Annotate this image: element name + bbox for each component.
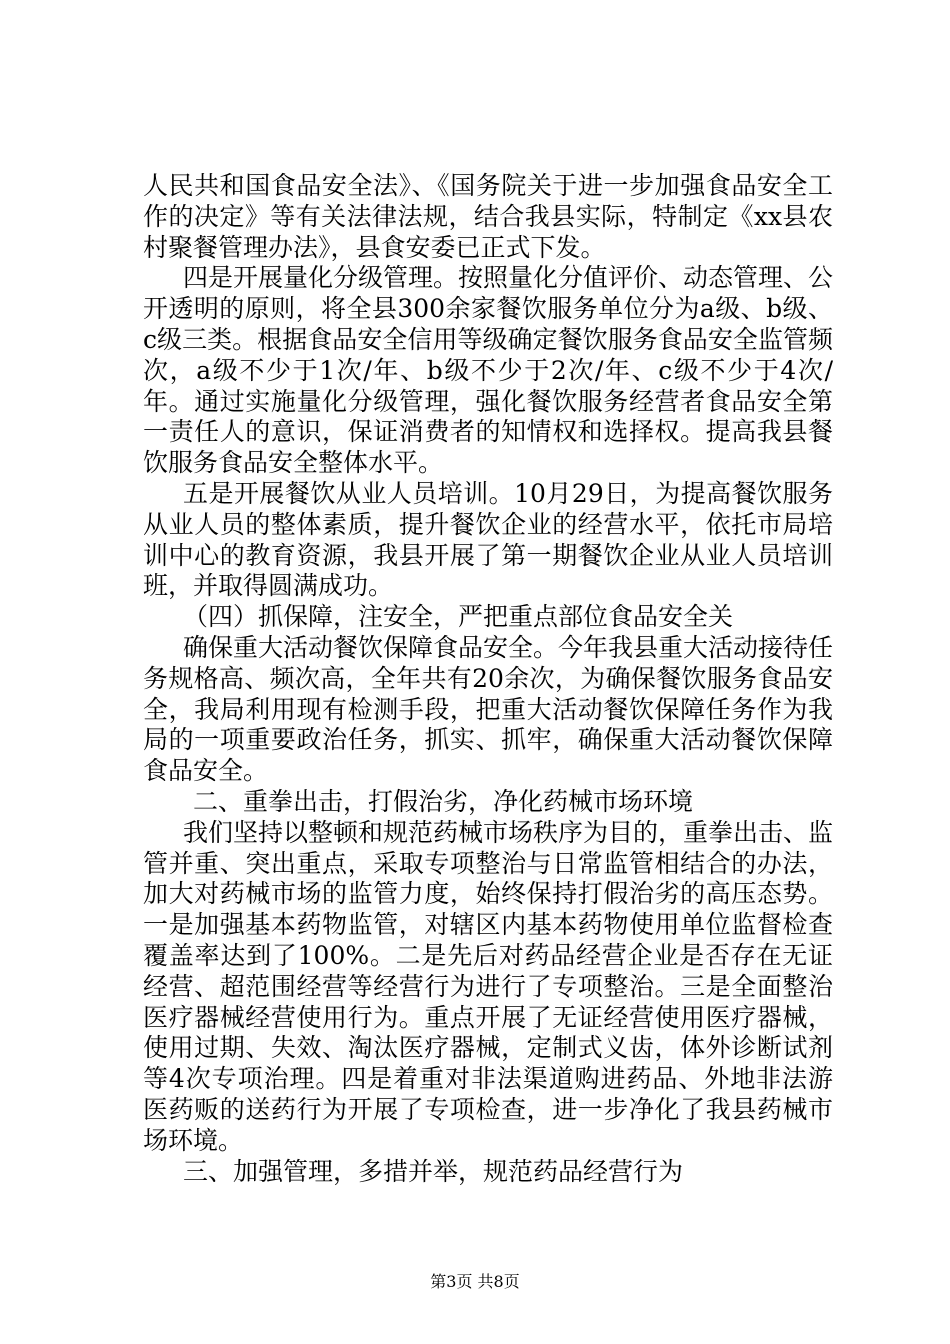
paragraph-major-events: 确保重大活动餐饮保障食品安全。今年我县重大活动接待任务规格高、频次高，全年共有20余次，为确保餐饮服务食品安全，我局利用现有检测手段，把重大活动餐饮保障任务作为我局的一项重要政治任务，抓实、抓牢，确保重大活动餐饮保障食品安全。: [143, 632, 834, 786]
paragraph-staff-training: 五是开展餐饮从业人员培训。10月29日，为提高餐饮服务从业人员的整体素质，提升餐饮企业的经营水平，依托市局培训中心的教育资源，我县开展了第一期餐饮企业从业人员培训班，并取得圆满成功。: [143, 478, 833, 601]
paragraph-drug-market-supervision: 我们坚持以整顿和规范药械市场秩序为目的，重拳出击、监管并重、突出重点，采取专项整治与日常监管相结合的办法，加大对药械市场的监管力度，始终保持打假治劣的高压态势。一是加强基本药物监管，对辖区内基本药物使用单位监督检查覆盖率达到了100%。二是先后对药品经营企业是否存在无证经营、超范围经营等经营行为进行了专项整治。三是全面整治医疗器械经营使用行为。重点开展了无证经营使用医疗器械，使用过期、失效、淘汰医疗器械，定制式义齿，体外诊断试剂等4次专项治理。四是着重对非法渠道购进药品、外地非法游医药贩的送药行为开展了专项检查，进一步净化了我县药械市场环境。: [143, 817, 834, 1155]
page-number-footer: 第3页 共8页: [430, 1272, 520, 1291]
section-heading-safeguard: （四）抓保障，注安全，严把重点部位食品安全关: [183, 602, 734, 632]
paragraph-graded-management: 四是开展量化分级管理。按照量化分值评价、动态管理、公开透明的原则，将全县300余家餐饮服务单位分为a级、b级、c级三类。根据食品安全信用等级确定餐饮服务食品安全监管频次，a级不少于1次/年、b级不少于2次/年、c级不少于4次/年。通过实施量化分级管理，强化餐饮服务经营者食品安全第一责任人的意识，保证消费者的知情权和选择权。提高我县餐饮服务食品安全整体水平。: [143, 263, 834, 478]
document-body: [143, 171, 833, 1187]
paragraph-law-continuation: 人民共和国食品安全法》、《国务院关于进一步加强食品安全工作的决定》等有关法律法规，结合我县实际，特制定《xx县农村聚餐管理办法》，县食安委已正式下发。: [143, 171, 833, 262]
section-heading-strengthen-management: 三、加强管理，多措并举，规范药品经营行为: [183, 1156, 684, 1186]
section-heading-crackdown: 二、重拳出击，打假治劣，净化药械市场环境: [193, 786, 694, 816]
